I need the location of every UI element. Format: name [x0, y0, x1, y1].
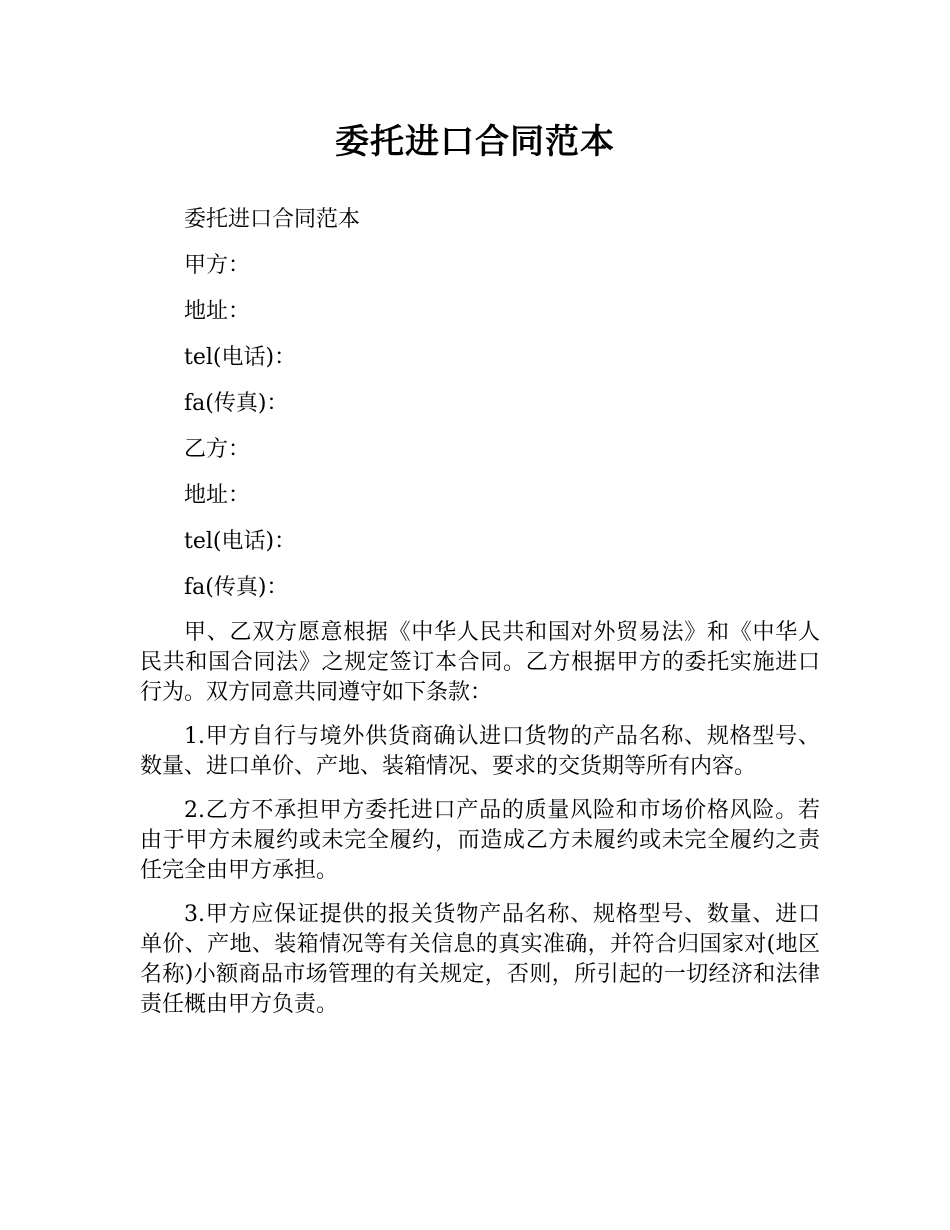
party-b-label: 乙方： [184, 437, 251, 462]
party-a-label: 甲方： [184, 253, 251, 278]
party-b-fax-label: fa(传真)： [184, 575, 289, 600]
clause-1-paragraph: 1.甲方自行与境外供货商确认进口货物的产品名称、规格型号、数量、进口单价、产地、装箱情况、要求的交货期等所有内容。 [140, 724, 820, 779]
clause-3-paragraph: 3.甲方应保证提供的报关货物产品名称、规格型号、数量、进口单价、产地、装箱情况等有关信息的真实准确，并符合归国家对(地区名称)小额商品市场管理的有关规定，否则，所引起的一切经济和法律责任概由甲方负责。 [140, 902, 820, 1017]
party-b-address-label: 地址： [184, 483, 251, 508]
party-b-tel-label: tel(电话)： [184, 529, 297, 554]
document-body [140, 200, 820, 1034]
document-title: 委托进口合同范本 [335, 122, 615, 162]
party-a-tel-label: tel(电话)： [184, 345, 297, 370]
contract-subtitle: 委托进口合同范本 [184, 207, 361, 232]
preamble-paragraph: 甲、乙双方愿意根据《中华人民共和国对外贸易法》和《中华人民共和国合同法》之规定签订本合同。乙方根据甲方的委托实施进口行为。双方同意共同遵守如下条款： [140, 620, 820, 705]
party-a-fax-label: fa(传真)： [184, 391, 289, 416]
clause-2-paragraph: 2.乙方不承担甲方委托进口产品的质量风险和市场价格风险。若由于甲方未履约或未完全履约，而造成乙方未履约或未完全履约之责任完全由甲方承担。 [140, 798, 820, 883]
party-a-address-label: 地址： [184, 299, 251, 324]
